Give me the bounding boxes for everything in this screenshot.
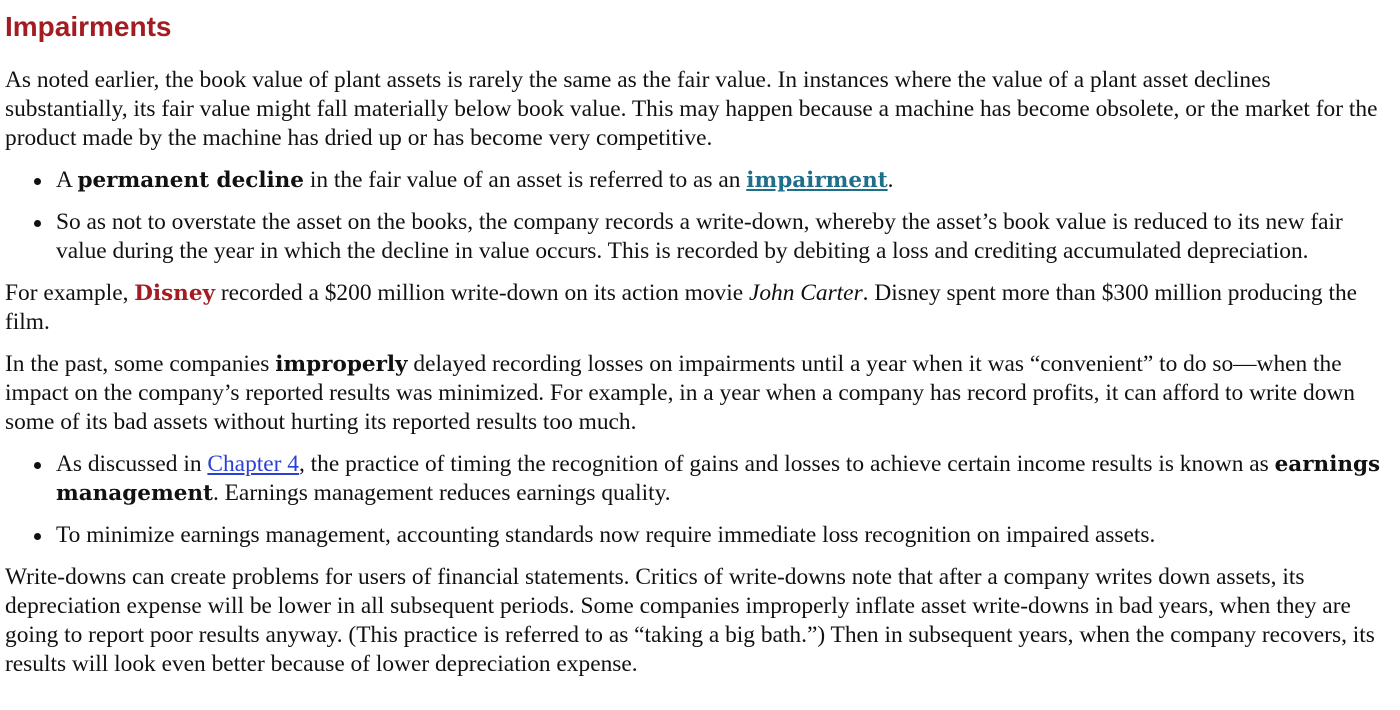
movie-title: John Carter <box>748 280 863 306</box>
section-heading: Impairments <box>5 11 172 42</box>
list-item: A permanent decline in the fair value of an asset is referred to as an impairment. <box>56 166 1390 195</box>
paragraph-intro <box>5 66 1390 153</box>
key-term-earnings-management: earnings management <box>56 452 1381 506</box>
company-name-disney: Disney <box>134 281 215 306</box>
paragraph-disney-example: For example, Disney recorded a $200 million write-down on its action movie John Carter. Disney spent more than $300 million producing the film. <box>5 280 1358 335</box>
paragraph-write-down-problems-text: Write-downs can create problems for users of financial statements. Critics of write-downs note that after a company writes down assets, its depreciation expense will be lower in all subsequent periods. Some companies improperly inflate asset write-downs in bad years, when they are going to report poor results anyway. (This practice is referred to as “taking a big bath.”) Then in subsequent years, when the company recovers, its results will look even better because of lower depreciation expense. <box>5 564 1375 677</box>
bullet-list-impairment <box>5 166 1390 266</box>
document-page <box>5 0 1390 679</box>
list-item: So as not to overstate the asset on the books, the company records a write-down, whereby the asset’s book value is reduced to its new fair value during the year in which the decline in value occurs. This is recorded by debiting a loss and crediting accumulated depreciation. <box>56 208 1390 266</box>
impairment-glossary-link[interactable]: impairment <box>746 168 888 193</box>
list-item: To minimize earnings management, accounting standards now require immediate loss recognition on impaired assets. <box>56 521 1390 550</box>
key-term-improperly: improperly <box>275 352 408 377</box>
bullet-list-earnings-management <box>5 450 1390 550</box>
key-term-permanent-decline: permanent decline <box>77 168 304 193</box>
paragraph-write-down-problems <box>5 563 1390 679</box>
paragraph-intro-text: As noted earlier, the book value of plant assets is rarely the same as the fair value. In instances where the value of a plant asset declines substantially, its fair value might fall materially below book value. This may happen because a machine has become obsolete, or the market for the product made by the machine has dried up or has become very competitive. <box>5 67 1378 151</box>
chapter-4-link[interactable]: Chapter 4 <box>207 451 299 477</box>
list-item: As discussed in Chapter 4, the practice of timing the recognition of gains and losses to achieve certain income results is known as earnings management. Earnings management reduces earnings quality. <box>56 450 1390 508</box>
paragraph-improper-timing: In the past, some companies improperly delayed recording losses on impairments until a year when it was “convenient” to do so—when the impact on the company’s reported results was minimized. For example, in a year when a company has record profits, it can afford to write down some of its bad assets without hurting its reported results too much. <box>5 351 1355 435</box>
